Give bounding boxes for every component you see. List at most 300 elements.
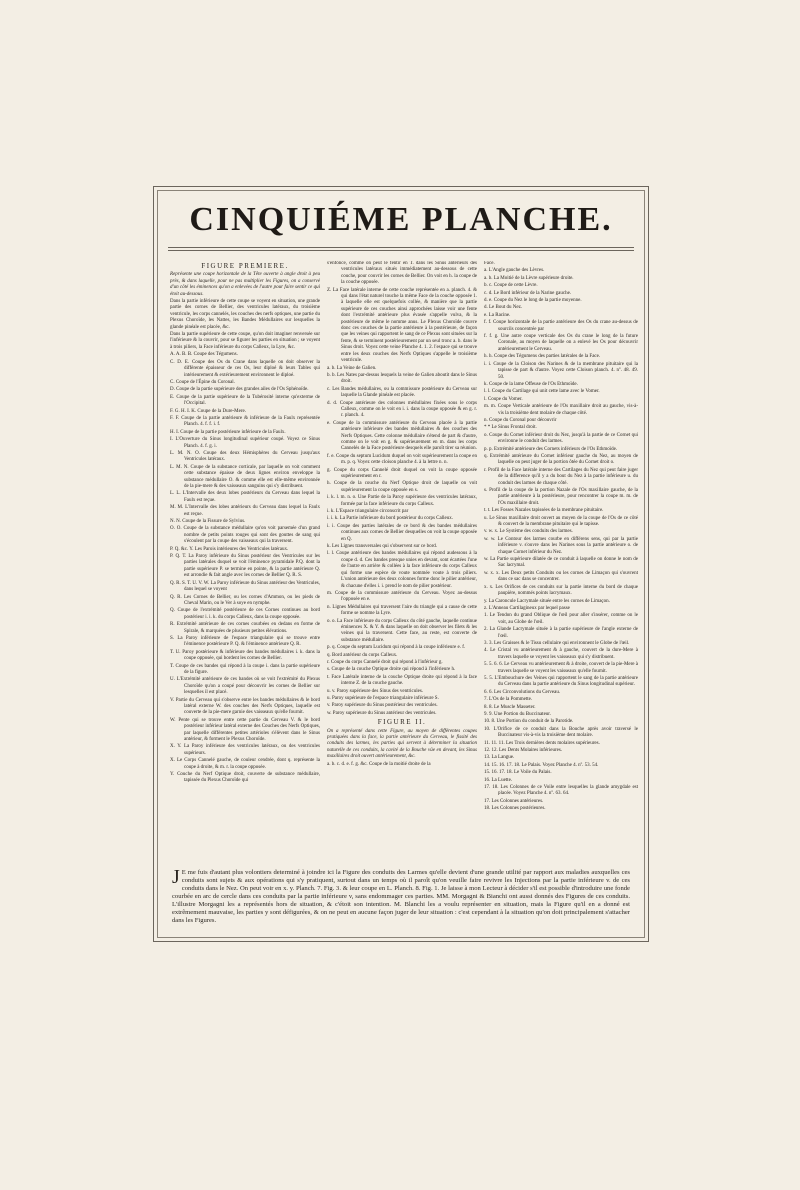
figure-2-heading: FIGURE II. bbox=[377, 718, 427, 727]
legend-entry bbox=[484, 755, 638, 761]
legend-key: Y. bbox=[170, 772, 178, 778]
legend-text: Paroy supérieure du Sinus postérieur des ventricules. bbox=[331, 703, 438, 709]
legend-key: d. e. bbox=[484, 298, 494, 304]
legend-key: b. c. bbox=[484, 283, 494, 289]
legend-text: Coupe du corps Cannelé droit duquel on voit la coupe opposée supérieurement en r. bbox=[333, 467, 477, 479]
legend-key: 12. 12. bbox=[484, 748, 499, 754]
legend-entry bbox=[484, 529, 638, 535]
legend-key: i. i. k. bbox=[327, 516, 340, 522]
legend-entry bbox=[484, 606, 638, 612]
legend-key: m. m. bbox=[484, 404, 498, 410]
legend-key: i. k. bbox=[327, 509, 336, 515]
legend-text: Le Bord inférieur de la Narine gauche. bbox=[493, 290, 572, 296]
legend-text: Le Système des conduits des larmes. bbox=[499, 529, 573, 535]
legend-key: u. bbox=[327, 696, 332, 701]
legend-key: C. D. E. bbox=[170, 359, 192, 365]
legend-key: n. bbox=[327, 604, 333, 610]
legend-entry bbox=[170, 526, 320, 545]
legend-entry bbox=[170, 698, 320, 717]
legend-entry bbox=[327, 619, 477, 645]
legend-key: h. h. bbox=[484, 354, 494, 360]
legend-entry bbox=[327, 645, 477, 651]
legend-entry bbox=[327, 387, 477, 400]
legend-text: La Luette. bbox=[491, 777, 513, 783]
legend-entry bbox=[484, 268, 638, 274]
legend-key: l. bbox=[484, 396, 488, 402]
legend-key: o. bbox=[484, 432, 490, 438]
legend-entry bbox=[170, 380, 320, 386]
legend-text: Coupe de la commissure antérieure du Cerveau placée à la partie antérieure inférieure des bandes médullaires & des couches des Nerfs Optiques. Cette colonne médullaire s'étend de part & d'autre, comme on le voit en g. & supérieurement en m. dans les corps Cannelés de la Face postérieure desquels elle paroît tirer sa réunion. bbox=[333, 420, 477, 452]
legend-text: Coupe des Os du Crane dans laquelle on doit observer la différente épaisseur de ces Os, leur diploé & leurs Tables qui intérieurement & extérieurement environnent le diploé. bbox=[184, 359, 320, 378]
legend-key: d. bbox=[484, 305, 489, 311]
legend-text: Le Corps Cannelé gauche, de couleur cendrée, dont q. représente la coupe à droite, & m. r. la coupe opposée. bbox=[176, 758, 320, 770]
legend-key: p. q. bbox=[327, 645, 337, 651]
column-3 bbox=[484, 261, 638, 861]
legend-entry bbox=[484, 389, 638, 395]
legend-text: La Paroy inférieure du Sinus antérieur des Ventricules, dans lequel se voyent bbox=[184, 580, 320, 593]
legend-entry bbox=[484, 508, 638, 514]
legend-key: L. M. N. O. bbox=[170, 450, 204, 456]
legend-key: i. i. bbox=[484, 361, 494, 367]
legend-entry bbox=[484, 418, 638, 424]
figure-1-intro-text: Représente une coupe horizontale de la Tête ouverte à angle droit à peu près, & dans laquelle, pour ne pas multiplier les Figures, on a conservé d'un côté les éminences qu'on a enlevées de l'autre pour faire sentir ce qui étoit au-dessous. bbox=[170, 272, 320, 297]
legend-key: T. bbox=[170, 663, 176, 669]
legend-entry bbox=[327, 551, 477, 589]
legend-text: Pente qui se trouve entre cette partie du Cerveau V. & le bord postérieur inférieur latéral externe des Couches des Nerfs Optiques, par laquelle différentes petites artérioles s'élèvent dans le Sinus antérieur, & forment le Plexus Choroïde. bbox=[178, 717, 320, 743]
legend-key: V. bbox=[170, 697, 176, 703]
figure-1-heading: FIGURE PREMIERE. bbox=[201, 262, 289, 270]
legend-entry bbox=[170, 451, 320, 464]
legend-entry bbox=[484, 313, 638, 319]
legend-text: L'Extrémité antérieure de ces bandes où se voit l'extrémité du Plexus Choroïde qu'on a coupé pour découvrir les cornes de Bellier sur lesquelles il est placé. bbox=[176, 677, 320, 696]
legend-key: w. bbox=[327, 710, 333, 716]
legend-entry bbox=[327, 667, 477, 673]
legend-text: L'Intervalle des deux lobes postérieurs du Cerveau dans lequel la Faulx est reçue. bbox=[182, 491, 320, 503]
legend-entry bbox=[327, 366, 477, 372]
legend-key: H. I. bbox=[170, 429, 181, 435]
legend-text: Les Circonvolutions du Cerveau. bbox=[494, 689, 561, 695]
legend-entry bbox=[327, 696, 477, 702]
legend-key: X. bbox=[170, 758, 177, 764]
legend-entry bbox=[484, 397, 638, 403]
legend-text: La Paroy inférieure de l'espace triangulaire qui se trouve entre l'éminence postérieure P. Q. & l'éminence antérieure Q. R. bbox=[177, 635, 320, 648]
legend-key: c. bbox=[327, 386, 333, 392]
legend-text: La Partie inférieure du bord postérieur du corps Calleux. bbox=[339, 516, 453, 522]
legend-entry bbox=[170, 430, 320, 436]
column-2-legend bbox=[327, 261, 477, 717]
legend-entry bbox=[170, 360, 320, 379]
legend-entry bbox=[170, 772, 320, 785]
legend-entry bbox=[484, 676, 638, 689]
legend-text: Couche du Nerf Optique droit, couverte de substance médullaire, tapissée du Plexus Choroïde qui bbox=[177, 772, 320, 784]
legend-entry bbox=[170, 677, 320, 696]
legend-key: k. bbox=[327, 544, 332, 550]
legend-entry bbox=[484, 727, 638, 740]
legend-text: Coupe de la partie supérieure de la Tubérosité interne qu'exterme de l'Occipital. bbox=[176, 394, 320, 407]
legend-entry bbox=[484, 748, 638, 754]
legend-entry bbox=[327, 544, 477, 550]
legend-entry bbox=[484, 320, 638, 333]
plate-border bbox=[153, 186, 649, 942]
legend-key: a. bbox=[484, 268, 489, 274]
legend-text: Profil de la coupe de la portion Nazale de l'Os maxillaire gauche, de la partie antérieure à la postérieure, pour rencontrer la coupe m. m. de l'Os maxillaire droit. bbox=[489, 488, 638, 506]
legend-text: Une autre coupe verticale des Os du crane le long de la future Coronale, au moyen de laquelle on a enlevé les Os pour découvrir antérieurement le Cerveau. bbox=[498, 334, 638, 352]
legend-text: Extrémité antérieure de ces cornes courbées en dedans en forme de Spirale, & marquées de plusieurs petites élévations. bbox=[176, 622, 320, 634]
legend-text: Coupe de la Fissure de Sylvius. bbox=[182, 519, 246, 525]
title-rule bbox=[168, 247, 634, 248]
legend-entry bbox=[170, 409, 320, 415]
legend-key: M. M. bbox=[170, 505, 186, 511]
legend-key: 16. bbox=[484, 777, 492, 783]
legend-entry bbox=[484, 770, 638, 776]
legend-key: e. bbox=[327, 420, 334, 426]
legend-key: 13. bbox=[484, 755, 492, 761]
legend-entry bbox=[327, 373, 477, 386]
legend-key: l. l. bbox=[484, 389, 492, 395]
legend-text: Le Cristal vu antérieurement & à gauche, couvert de la dure-Mere à travers laquelle se voyent les vaisseaux qui s'y distribuent. bbox=[490, 648, 638, 660]
legend-entry bbox=[484, 537, 638, 556]
legend-key: * * bbox=[484, 425, 492, 431]
legend-entry bbox=[327, 288, 477, 365]
legend-text: Coupe de la partie antérieure & inférieure de la Faulx représentée Planch. 4. f. f. i. f. bbox=[181, 415, 320, 428]
legend-text: Face. bbox=[484, 261, 495, 266]
legend-entry bbox=[484, 305, 638, 311]
legend-key: a. b. c. d. e. f. g. &c. bbox=[327, 761, 369, 767]
legend-text: L'Ouverture du Sinus longitudinal supérieur coupé. Voyez ce Sinus Planch. 4. f. g. i. bbox=[175, 437, 320, 449]
legend-text: Les Graisses & le Tissu cellulaire qui environnent le Globe de l'œil. bbox=[494, 640, 630, 646]
legend-text: Extrémité antérieure des Cornets inférieurs de l'Os Ethmoïde. bbox=[494, 446, 618, 452]
legend-key: u. v. bbox=[327, 688, 337, 694]
title-rule-double bbox=[168, 250, 634, 251]
legend-entry bbox=[170, 636, 320, 649]
legend-key: 4. bbox=[484, 648, 491, 654]
legend-key: F. F. bbox=[170, 415, 182, 421]
legend-key: 5. 5. bbox=[484, 675, 495, 681]
legend-key: 1. bbox=[484, 613, 490, 619]
legend-text: s'enfonce, comme on peut le fentir en T. dans les Sinus antérieurs des ventricules latéraux situés immédiatement au-dessous de cette couche, pour couvrir les cornes de Bellier. On voit en h. la coupe de la couche opposée. bbox=[327, 261, 477, 286]
legend-key: f. e. bbox=[327, 453, 336, 459]
legend-key: r. bbox=[327, 659, 331, 665]
legend-entry bbox=[484, 778, 638, 784]
legend-key: D. bbox=[170, 387, 177, 393]
legend-key: Q. R. S. T. U. V. W. bbox=[170, 580, 211, 586]
legend-text: Coupe de l'extrémité postérieure de ces Cornes continues au bord postérieur i. i. k. du corps Calleux, dans la coupe opposée. bbox=[177, 608, 320, 620]
legend-entry bbox=[484, 627, 638, 640]
legend-text: Une Partie de la Paroy supérieure des ventricules latéraux, formée par la face inférieure du corps Calleux. bbox=[341, 495, 477, 507]
legend-entry bbox=[484, 571, 638, 584]
legend-entry bbox=[170, 595, 320, 608]
legend-text: Coupe de cette Lèvre. bbox=[493, 283, 538, 289]
legend-key: m. bbox=[327, 590, 335, 596]
legend-entry bbox=[484, 712, 638, 718]
legend-text: Les Trois dernières dents molaires supérieures. bbox=[505, 740, 600, 746]
legend-key: v. bbox=[327, 703, 332, 709]
legend-entry bbox=[484, 697, 638, 703]
legend-key: t. t. bbox=[484, 508, 492, 514]
legend-key: 8. 8. bbox=[484, 704, 494, 710]
legend-entry bbox=[327, 689, 477, 695]
legend-key: y. bbox=[484, 598, 489, 604]
legend-entry bbox=[170, 437, 320, 450]
legend-key: s. bbox=[327, 667, 332, 673]
legend-key: s. bbox=[484, 488, 490, 493]
legend-entry bbox=[484, 648, 638, 661]
closing-dropcap: J bbox=[172, 866, 180, 888]
legend-text: Le Tendon du grand Oblique de l'œil pour aller s'insérer, comme on le voit, au Globe de l'œil. bbox=[489, 613, 638, 625]
plate-inner-border bbox=[157, 190, 645, 938]
legend-entry bbox=[170, 395, 320, 408]
legend-text: Le Voile du Palais. bbox=[514, 770, 552, 776]
legend-entry bbox=[170, 718, 320, 744]
legend-key: q. bbox=[327, 652, 332, 658]
legend-entry bbox=[484, 488, 638, 507]
legend-key: t. bbox=[327, 674, 332, 680]
legend-key: c. d. bbox=[484, 290, 494, 296]
legend-text: La Paroy inférieure du Sinus postérieur des Ventricules sur les parties latérales duquel se voit l'éminence pyramidale P.Q. dont la partie supérieure P. se termine en pointe, & la partie antérieure Q. est arrondie & fait angle avec les cornes de Bellier Q. R. S. bbox=[184, 554, 320, 579]
legend-key: i. k. l. m. n. o. bbox=[327, 495, 358, 501]
legend-entry bbox=[170, 387, 320, 393]
legend-key: r. bbox=[484, 467, 489, 473]
legend-text: Une Portion du Buccinateur. bbox=[494, 712, 551, 717]
legend-key: 3. 3. bbox=[484, 640, 494, 646]
legend-text: Coupe de la commissure antérieure du Cerveau. Voyez au-dessus l'opposée en e. bbox=[334, 590, 477, 603]
legend-text: Les Cornes de Bellier, ou les cornes d'Ammon, ou les pieds de Cheval Marin, ou le Ver à soye en nymphe. bbox=[183, 594, 320, 606]
legend-entry bbox=[170, 664, 320, 677]
legend-text: Le Bout du Nez. bbox=[489, 305, 523, 311]
legend-entry bbox=[327, 660, 477, 666]
figure-2-legend bbox=[327, 762, 477, 768]
legend-key: b. b. bbox=[327, 372, 338, 378]
legend-key: 10. 8. bbox=[484, 719, 497, 725]
legend-entry bbox=[327, 703, 477, 709]
legend-text: Coupe antérieure des colonnes médullaires fixées sous le corps Calleux, comme on le voit en i. i. dans la coupe opposée & en g. r. r. planch. 4. bbox=[339, 400, 477, 419]
legend-key: U. bbox=[170, 677, 177, 683]
legend-key: o. o. bbox=[327, 618, 338, 624]
legend-entry bbox=[484, 741, 638, 747]
legend-text: Une Portion du conduit de la Parotide. bbox=[496, 719, 574, 725]
legend-text: Coupe horizontale de la partie antérieure des Os du crane au-dessus de sourcils concentrée par bbox=[493, 320, 638, 332]
legend-text: Les Bandes médullaires, ou la commissure postérieure du Cerveau sur laquelle la Glande pinéale est placée. bbox=[332, 386, 477, 399]
legend-text: Le Sinus Frontal droit. bbox=[491, 425, 537, 431]
legend-text: Le Cerveau vu antérieurement & à droite, couvert de la pie-Mere à travers laquelle se voyent les vaisseaux qu'elle fournit. bbox=[498, 662, 638, 674]
legend-entry bbox=[484, 404, 638, 417]
legend-key: g. bbox=[327, 467, 334, 473]
legend-entry bbox=[170, 581, 320, 594]
legend-entry bbox=[327, 401, 477, 420]
legend-key: I. bbox=[170, 437, 176, 443]
legend-entry bbox=[484, 283, 638, 289]
legend-entry bbox=[170, 505, 320, 518]
legend-entry bbox=[170, 416, 320, 429]
legend-text: Les Nates par-dessus lesquels la veine de Galien aboutit dans le Sinus droit. bbox=[337, 372, 477, 385]
legend-text: Les Colonnes de ce Voile entre lesquelles la glande amygdale est placée. Voyez Planche 4. nº. 63. 64. bbox=[498, 785, 638, 797]
legend-text: La Caroncule Lacrymale située entre les cornes de Limaçon. bbox=[488, 598, 610, 604]
legend-text: Les Fosses Nazales tapissées de la membrane pituitaire. bbox=[491, 508, 604, 514]
legend-entry bbox=[484, 763, 638, 769]
legend-key: f. f. bbox=[484, 320, 494, 326]
legend-entry bbox=[484, 433, 638, 446]
legend-entry bbox=[484, 382, 638, 388]
legend-entry bbox=[484, 806, 638, 812]
legend-text: L'Intervalle des lobes antérieurs du Cerveau dans lequel la Faulx est reçue. bbox=[184, 505, 320, 517]
legend-text: Les Colonnes antérieures. bbox=[491, 798, 544, 804]
legend-entry bbox=[327, 421, 477, 453]
legend-entry bbox=[327, 481, 477, 494]
legend-entry bbox=[484, 613, 638, 626]
legend-key: 15. 16. 17. 18. bbox=[484, 770, 514, 776]
legend-entry bbox=[170, 465, 320, 491]
legend-entry bbox=[484, 641, 638, 647]
legend-text: Coupe de la couche Optique droite qui répond à l'inférieure h. bbox=[331, 667, 456, 673]
legend-text: La Face inférieure du corps Calleux du côté gauche, laquelle continue éminences X. & Y. & dans laquelle on doit observer les filets & les veines qui la traversent. Cette face, au reste, est couverte de substance médullaire. bbox=[337, 618, 477, 643]
legend-text: Coupe du Nez le long de la partie moyenne. bbox=[493, 298, 582, 304]
legend-entry bbox=[170, 758, 320, 771]
legend-entry bbox=[170, 554, 320, 580]
page-title: CINQUIÉME PLANCHE. bbox=[189, 201, 613, 238]
legend-text: Coupe du Coronal pour découvrir bbox=[489, 417, 557, 423]
text-columns bbox=[170, 261, 638, 863]
legend-key: 9. 9. bbox=[484, 712, 494, 717]
legend-key: X. Y. bbox=[170, 744, 184, 750]
legend-entry bbox=[484, 454, 638, 467]
legend-text: Lignes Médullaires qui traversent l'aire du triangle qui a cause de cette forme se nomme la Lyre. bbox=[332, 604, 477, 617]
legend-key: R. bbox=[170, 622, 177, 628]
legend-key: P. Q. &c. Y. bbox=[170, 546, 195, 552]
legend-entry bbox=[484, 291, 638, 297]
column-2 bbox=[327, 261, 477, 861]
legend-entry bbox=[484, 425, 638, 431]
legend-entry bbox=[327, 762, 477, 768]
legend-text: Les Orifices de ces conduits sur la partie interne du bord de chaque paupière, nommés points lacrymaux. bbox=[495, 584, 638, 597]
legend-text: L'Orifice de ce conduit dans la Bouche après avoir traversé le Buccinateur vis-à-vis la troisième dent molaire. bbox=[493, 726, 638, 739]
legend-text: Coupe de ces bandes qui répond à la coupe i. dans la partie supérieure de la figure. bbox=[175, 663, 320, 675]
legend-text: La Glande Lacrymale située à la partie supérieure de l'angle externe de l'œil. bbox=[489, 627, 638, 639]
legend-text: Coupe des parties latérales de ce bord & des bandes médullaires continues aux cornes de Bellier desquelles on voit la coupe opposée en Q. bbox=[337, 523, 477, 542]
legend-text: Coupe du Cartilage qui unit cette lame avec le Vomer. bbox=[491, 389, 600, 395]
legend-key: u. bbox=[484, 515, 490, 521]
legend-key: O. O. bbox=[170, 526, 184, 532]
legend-entry bbox=[170, 519, 320, 525]
legend-text: Coupe de l'Épine du Coronal. bbox=[175, 379, 235, 385]
legend-entry bbox=[484, 261, 638, 267]
legend-entry bbox=[484, 785, 638, 798]
legend-text: Le Sinus maxillaire droit ouvert au moyen de la coupe de l'Os de ce côté & couvert de la membrane pituitaire qui le tapisse. bbox=[489, 515, 638, 528]
legend-text: Coupe du corps Cannelé droit qui répond à l'inférieur g. bbox=[330, 659, 443, 665]
legend-entry bbox=[484, 719, 638, 725]
legend-key: 2. bbox=[484, 627, 490, 633]
legend-key: 11. 11. 11. bbox=[484, 740, 506, 746]
legend-entry bbox=[484, 557, 638, 570]
legend-key: Z. bbox=[327, 287, 333, 293]
legend-entry bbox=[484, 334, 638, 353]
closing-note bbox=[172, 866, 630, 925]
legend-text: Paroy supérieure des Sinus des ventricules. bbox=[336, 688, 424, 694]
legend-entry bbox=[327, 516, 477, 522]
legend-text: La Veine de Galien. bbox=[336, 365, 377, 371]
legend-entry bbox=[484, 705, 638, 711]
legend-text: Les Deux petits Conduits ou les cornes de Limaçon qui s'ouvrent dans ce sac dans se concentrer. bbox=[498, 570, 638, 583]
legend-text: Coupe des deux Hémisphères du Cerveau jusqu'aux Ventricules latéraux. bbox=[184, 450, 320, 463]
legend-key: E. bbox=[170, 394, 177, 400]
legend-entry bbox=[484, 516, 638, 529]
legend-text: Coupe de la lame Offeuse de l'Os Ethmoïde. bbox=[489, 381, 578, 387]
legend-key: 6. 6. bbox=[484, 689, 494, 695]
legend-entry bbox=[484, 799, 638, 805]
legend-entry bbox=[484, 662, 638, 675]
legend-key: T. U. bbox=[170, 649, 183, 655]
legend-key: L. M. N. bbox=[170, 464, 191, 470]
legend-entry bbox=[170, 744, 320, 757]
figure-1-para-2: Dans la partie supérieure de cette coupe, qu'on doit imaginer renversée sur l'inférieure & la couvrir, pour se figurer les parties en situation ; se voyent à trois piliers, la Face inférieure du corps Calleux, la Lyre, &c. bbox=[170, 332, 320, 350]
column-1 bbox=[170, 261, 320, 861]
legend-entry bbox=[327, 653, 477, 659]
legend-key: A. A. B. B. bbox=[170, 352, 194, 358]
legend-key: a. b. bbox=[327, 365, 337, 371]
legend-entry bbox=[170, 622, 320, 635]
legend-key: P. Q. T. bbox=[170, 554, 189, 560]
legend-key: n. bbox=[484, 417, 489, 423]
legend-text: La Moitié de la Lèvre supérieure droite. bbox=[493, 275, 574, 281]
legend-key: w. x. x. bbox=[484, 570, 502, 576]
legend-key: p. p. bbox=[484, 446, 494, 452]
legend-text: Bord antérieur du corps Calleux. bbox=[332, 652, 398, 658]
legend-key: W. bbox=[170, 717, 179, 723]
closing-note-text: E me fuis d'autant plus volontiers determiné à joindre ici la Figure des conduits des Larmes qu'elle devient d'une grande utilité par rapport aux maladies auxquelles ces conduits sont sujets & aux opérations qui s'y pratiquent, surtout dans un temps où il paroît qu'on veuille faire revivre les Injections par la partie inférieure v. de ces conduits dans le Nez. On peut voir en x. y. Planch. 7. Fig. 3. & leur coupe en L. Planch. 8. Fig. 1. Je laisse à mon Lecteur à décider s'il est possible d'introduire une fonde courbée en arc de cercle dans ces conduits par la partie inférieure v, sans endommager ces parties. MM. Morgagni & Bianchi ont aussi donnés des Figures de ces conduits. L'illustre Morgagni les a représentés hors de situation, & c'étoit son intention. M. Blanchi les a voulu représenter en situation, mais la Figure qu'il en a donné est extrêmement mauvaise, les parties y sont défigurées, & on ne peut en aucune façon juger de leur situation : c'est cependant à la situation qu'on doit principalement s'attacher dans les Figures. bbox=[172, 869, 630, 924]
legend-text: Le Muscle Masseter. bbox=[494, 704, 536, 710]
legend-entry bbox=[484, 585, 638, 598]
legend-text: Face Latérale interne de la couche Optique droite qui répond à la face interne Z. de la couche gauche. bbox=[331, 674, 477, 687]
legend-text: Coupe du septum Lucidum qui répond à la coupe inférieure e. f. bbox=[337, 645, 466, 651]
figure-1-para-1: Dans la partie inférieure de cette coupe se voyent en situation, une grande partie des cornes de Bellier, des ventricules latéraux, du troisième ventricule, les corps cannelés, les couches des nerfs optiques, une partie du Plexus Choroïde, les Nattes, les Bandes Médullaires sur lesquelles la glande pinéale est placée, &c. bbox=[170, 299, 320, 330]
legend-entry bbox=[170, 352, 320, 358]
legend-text: Les Parois intérieures des Ventricules latéraux. bbox=[194, 546, 289, 552]
legend-text: Coupe du septum Lucidum duquel on voit supérieurement la coupe en m. p. q. Voyez cette cloison planche 4. à la lettre n. n. bbox=[335, 453, 477, 466]
legend-key: 18. bbox=[484, 806, 492, 812]
legend-text: Profil de la Face latérale interne des Cartilages du Nez qui peut faire juger de la difference qu'il y a du bout du Nez à la partie inférieure u. du conduit des larmes de chaque côté. bbox=[488, 467, 638, 486]
legend-entry bbox=[327, 591, 477, 604]
legend-text: Coupe antérieure des bandes médullaires qui répond audessous à la coupe d. d. Ces bandes presque unies en devant, sont écartées l'une de l'autre en arrière & collées à la face inférieure du corps Calleux qui forme une espèce de voute nommée voute à trois piliers. L'union antérieure des deux colonnes forme donc le pilier antérieur, & chacune d'elles i. i. prend le nom de pilier postérieur. bbox=[336, 551, 477, 589]
legend-entry bbox=[484, 690, 638, 696]
figure-2-intro: On a représenté dans cette Figure, au moyen de différentes coupes pratiquées dans la face, la partie antérieure du Cerveau, le fissité des conduits des larmes, les parties qui servent à déterminer la situation naturelle de ces conduits, la cavité de la Bouche vûe en devant, les Sinus maxillaires droit ouvert antérieurement, &c. bbox=[327, 728, 477, 760]
legend-text: Coupe de la partie supérieure des grandes ailes de l'Os Sphénoïde. bbox=[176, 387, 309, 393]
legend-text: Extrémité antérieure du Cornet inférieur gauche du Nez, au moyen de laquelle on peut juger de la portion ôtée du Cornet droit o. bbox=[489, 453, 638, 466]
legend-key: k. bbox=[484, 381, 489, 387]
legend-entry bbox=[484, 276, 638, 282]
legend-entry bbox=[484, 468, 638, 487]
legend-key: L. L. bbox=[170, 491, 183, 497]
legend-key: 17. bbox=[484, 798, 492, 804]
legend-text: Le Palais. Voyez Planche 4. nº. 53. 54. bbox=[521, 762, 599, 768]
legend-entry bbox=[484, 447, 638, 453]
legend-key: 5. 5. 6. 6. bbox=[484, 662, 505, 668]
legend-key: w. w. bbox=[484, 536, 498, 542]
legend-entry bbox=[484, 354, 638, 360]
legend-entry bbox=[484, 599, 638, 605]
legend-text: La Face latérale interne de cette couche représentée en a. planch. 4. & qui dans l'état naturel touche la même Face de la couche opposée 1. à laquelle elle est quelquefois collée, & manière que la partie supérieure de ces couches ainsi approchées laisse voir une fente dont l'extrémité antérieure plus évasée s'appelle vulva, & la postérieure de même le nomme anus. Le Plexus Choroïde couvre donc ces couches de la partie antérieure à la postérieure, de façon que les veines qui rapportent le sang de ce Plexus sont situées sur la fente, & se terminent postérieurement par un seul tronc a. b. dans le Sinus droit. Voyez cette veine Planche 4. 1. 2. l'espace qui se trouve entre les deux couches des Nerfs Optiques s'appelle le troisième ventricule. bbox=[332, 287, 477, 364]
legend-key: h. bbox=[327, 481, 334, 487]
legend-key: N. N. bbox=[170, 519, 183, 525]
legend-key: Q. R. bbox=[170, 594, 184, 600]
legend-key: z. bbox=[484, 605, 489, 611]
legend-text: Coupe de la Cloison des Narines & de la membrane pituitaire qui la tapisse de part & d'autre. Voyez cette Cloison planch. 4. nº. 48. 49. 50. bbox=[493, 361, 638, 380]
figure-1-intro bbox=[170, 272, 320, 298]
legend-text: Coupe du Cornet inférieur droit du Nez, jusqu'à la partie de ce Cornet qui environne le conduit des larmes. bbox=[489, 432, 638, 445]
legend-text: L'Os de la Pommette. bbox=[489, 697, 533, 703]
legend-key: l. l. bbox=[327, 551, 337, 557]
legend-key: i. i. bbox=[327, 523, 338, 529]
legend-key: C. bbox=[170, 379, 176, 385]
legend-entry bbox=[170, 547, 320, 553]
